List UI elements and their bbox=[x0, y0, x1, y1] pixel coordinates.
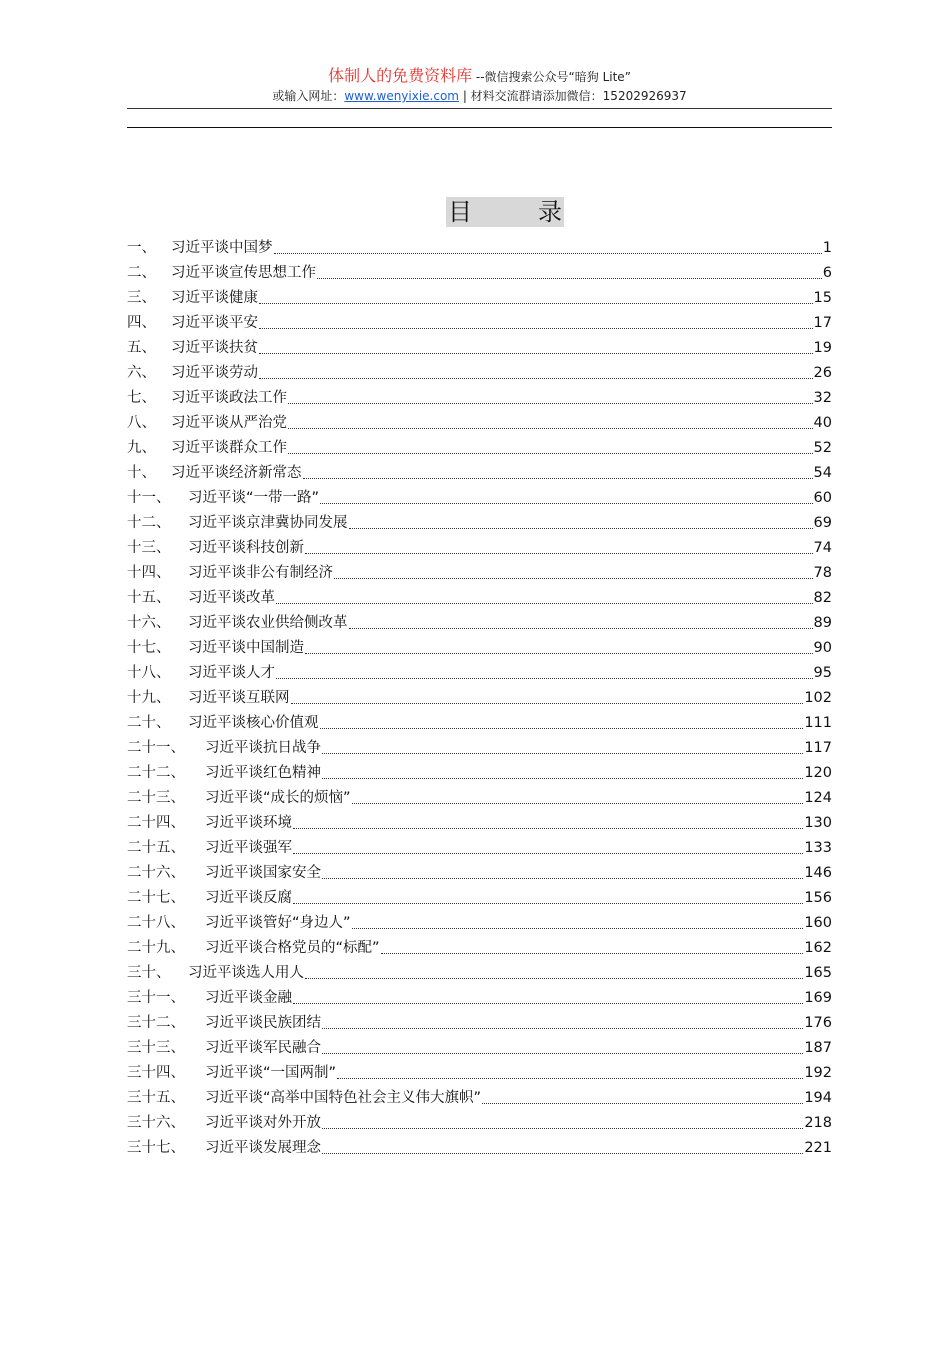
toc-entry-number: 二十四、 bbox=[127, 815, 185, 831]
toc-entry-number: 四、 bbox=[127, 315, 156, 331]
toc-leader-dots bbox=[305, 653, 813, 654]
toc-entry[interactable] bbox=[127, 261, 832, 286]
toc-entry[interactable] bbox=[127, 461, 832, 486]
page-header bbox=[127, 66, 832, 105]
header-brand: 体制人的免费资料库 bbox=[328, 66, 473, 85]
header-url-prefix: 或输入网址： bbox=[272, 89, 345, 103]
toc-entry-page: 15 bbox=[813, 290, 832, 306]
header-contact: | 材料交流群请添加微信：15202926937 bbox=[459, 89, 687, 103]
toc-entry-title: 习近平谈对外开放 bbox=[205, 1115, 321, 1131]
toc-entry-page: 90 bbox=[813, 640, 832, 656]
toc-entry-page: 26 bbox=[813, 365, 832, 381]
toc-entry-title: 习近平谈劳动 bbox=[171, 365, 258, 381]
toc-leader-dots bbox=[293, 853, 803, 854]
toc-entry-number: 二十一、 bbox=[127, 740, 185, 756]
toc-entry[interactable] bbox=[127, 386, 832, 411]
toc-title bbox=[446, 197, 564, 227]
toc-leader-dots bbox=[293, 903, 803, 904]
toc-entry-title: 习近平谈经济新常态 bbox=[171, 465, 302, 481]
toc-title-left: 目 bbox=[448, 198, 472, 226]
toc-leader-dots bbox=[320, 503, 813, 504]
toc-leader-dots bbox=[381, 953, 804, 954]
toc-entry-title: 习近平谈改革 bbox=[188, 590, 275, 606]
toc-entry[interactable] bbox=[127, 236, 832, 261]
toc-entry-page: 52 bbox=[813, 440, 832, 456]
toc-entry-title: 习近平谈科技创新 bbox=[188, 540, 304, 556]
toc-entry-title: 习近平谈红色精神 bbox=[205, 765, 321, 781]
header-line-1 bbox=[127, 66, 832, 87]
toc-entry-number: 十二、 bbox=[127, 515, 171, 531]
toc-entry-title: 习近平谈非公有制经济 bbox=[188, 565, 333, 581]
toc-entry-number: 三十七、 bbox=[127, 1140, 185, 1156]
toc-entry[interactable] bbox=[127, 1036, 832, 1061]
toc-entry-page: 133 bbox=[804, 840, 832, 856]
toc-leader-dots bbox=[349, 628, 813, 629]
toc-entry-page: 176 bbox=[804, 1015, 832, 1031]
toc-entry-number: 二十三、 bbox=[127, 790, 185, 806]
toc-leader-dots bbox=[482, 1103, 803, 1104]
toc-entry-title: 习近平谈发展理念 bbox=[205, 1140, 321, 1156]
toc-entry-title: 习近平谈军民融合 bbox=[205, 1040, 321, 1056]
toc-entry-title: 习近平谈“成长的烦恼” bbox=[205, 790, 351, 806]
toc-entry-title: 习近平谈国家安全 bbox=[205, 865, 321, 881]
toc-entry-title: 习近平谈宣传思想工作 bbox=[171, 265, 316, 281]
toc-entry[interactable] bbox=[127, 486, 832, 511]
toc-entry-page: 218 bbox=[804, 1115, 832, 1131]
toc-entry[interactable] bbox=[127, 986, 832, 1011]
toc-entry-page: 117 bbox=[804, 740, 832, 756]
toc-entry[interactable] bbox=[127, 886, 832, 911]
toc-entry-page: 124 bbox=[804, 790, 832, 806]
toc-entry-page: 40 bbox=[813, 415, 832, 431]
toc-leader-dots bbox=[322, 878, 803, 879]
header-line-2 bbox=[127, 87, 832, 105]
toc-leader-dots bbox=[322, 1028, 803, 1029]
toc-entry-number: 十九、 bbox=[127, 690, 171, 706]
toc-entry-page: 69 bbox=[813, 515, 832, 531]
toc-entry[interactable] bbox=[127, 1061, 832, 1086]
toc-entry[interactable] bbox=[127, 1136, 832, 1161]
toc-leader-dots bbox=[259, 353, 813, 354]
toc-entry-number: 二十、 bbox=[127, 715, 171, 731]
toc-leader-dots bbox=[352, 928, 804, 929]
toc-leader-dots bbox=[337, 1078, 803, 1079]
toc-entry[interactable] bbox=[127, 861, 832, 886]
toc-entry[interactable] bbox=[127, 911, 832, 936]
toc-leader-dots bbox=[322, 778, 803, 779]
toc-entry-page: 74 bbox=[813, 540, 832, 556]
toc-entry-number: 八、 bbox=[127, 415, 156, 431]
toc-entry-number: 三十五、 bbox=[127, 1090, 185, 1106]
toc-leader-dots bbox=[305, 553, 813, 554]
toc-leader-dots bbox=[274, 253, 822, 254]
toc-entry-number: 十六、 bbox=[127, 615, 171, 631]
toc-entry-page: 95 bbox=[813, 665, 832, 681]
toc-leader-dots bbox=[291, 703, 804, 704]
toc-entry-title: 习近平谈合格党员的“标配” bbox=[205, 940, 380, 956]
toc-leader-dots bbox=[334, 578, 813, 579]
toc-entry[interactable] bbox=[127, 836, 832, 861]
toc-leader-dots bbox=[305, 978, 803, 979]
toc-leader-dots bbox=[322, 1053, 803, 1054]
toc-entry-page: 192 bbox=[804, 1065, 832, 1081]
toc-entry[interactable] bbox=[127, 936, 832, 961]
toc-entry-title: 习近平谈平安 bbox=[171, 315, 258, 331]
toc-entry-number: 二十六、 bbox=[127, 865, 185, 881]
toc-entry-number: 九、 bbox=[127, 440, 156, 456]
toc-entry[interactable] bbox=[127, 311, 832, 336]
toc-entry-page: 111 bbox=[804, 715, 832, 731]
toc-entry-page: 54 bbox=[813, 465, 832, 481]
toc-entry-title: 习近平谈人才 bbox=[188, 665, 275, 681]
toc-entry-page: 130 bbox=[804, 815, 832, 831]
toc-entry-number: 七、 bbox=[127, 390, 156, 406]
toc-entry-number: 六、 bbox=[127, 365, 156, 381]
toc-entry-page: 82 bbox=[813, 590, 832, 606]
header-rule-bottom bbox=[127, 127, 832, 128]
toc-entry-number: 二、 bbox=[127, 265, 156, 281]
toc-leader-dots bbox=[288, 428, 813, 429]
toc-leader-dots bbox=[317, 278, 822, 279]
toc-entry-title: 习近平谈农业供给侧改革 bbox=[188, 615, 348, 631]
toc-entry[interactable] bbox=[127, 736, 832, 761]
header-rule-top bbox=[127, 108, 832, 109]
toc-leader-dots bbox=[276, 678, 813, 679]
toc-entry-title: 习近平谈强军 bbox=[205, 840, 292, 856]
toc-entry-title: 习近平谈“高举中国特色社会主义伟大旗帜” bbox=[205, 1090, 482, 1106]
toc-entry-title: 习近平谈管好“身边人” bbox=[205, 915, 351, 931]
toc-entry-number: 三十三、 bbox=[127, 1040, 185, 1056]
toc-leader-dots bbox=[320, 728, 804, 729]
toc-entry[interactable] bbox=[127, 411, 832, 436]
toc-entry[interactable] bbox=[127, 611, 832, 636]
toc-entry-page: 169 bbox=[804, 990, 832, 1006]
toc-entry-page: 89 bbox=[813, 615, 832, 631]
toc-entry-number: 十四、 bbox=[127, 565, 171, 581]
toc-entry-title: 习近平谈“一国两制” bbox=[205, 1065, 337, 1081]
toc-entry-title: 习近平谈互联网 bbox=[188, 690, 290, 706]
toc-entry-page: 165 bbox=[804, 965, 832, 981]
toc-entry[interactable] bbox=[127, 586, 832, 611]
toc-entry-title: 习近平谈金融 bbox=[205, 990, 292, 1006]
toc-leader-dots bbox=[293, 828, 803, 829]
toc-entry-page: 146 bbox=[804, 865, 832, 881]
toc-entry-page: 221 bbox=[804, 1140, 832, 1156]
toc-entry-title: 习近平谈反腐 bbox=[205, 890, 292, 906]
toc-entry-page: 6 bbox=[822, 265, 832, 281]
toc-entry-number: 五、 bbox=[127, 340, 156, 356]
toc-entry-number: 十八、 bbox=[127, 665, 171, 681]
toc-entry[interactable] bbox=[127, 561, 832, 586]
toc-title-right: 录 bbox=[538, 198, 562, 226]
toc-leader-dots bbox=[288, 453, 813, 454]
toc-entry[interactable] bbox=[127, 636, 832, 661]
toc-entry-number: 十一、 bbox=[127, 490, 171, 506]
toc-entry-number: 三十六、 bbox=[127, 1115, 185, 1131]
toc-list bbox=[127, 236, 832, 1161]
toc-leader-dots bbox=[352, 803, 804, 804]
toc-leader-dots bbox=[303, 478, 813, 479]
toc-entry[interactable] bbox=[127, 1011, 832, 1036]
toc-entry[interactable] bbox=[127, 811, 832, 836]
toc-entry-page: 32 bbox=[813, 390, 832, 406]
toc-entry[interactable] bbox=[127, 761, 832, 786]
toc-entry-title: 习近平谈“一带一路” bbox=[188, 490, 320, 506]
header-url-link[interactable]: www.wenyixie.com bbox=[344, 89, 459, 103]
toc-leader-dots bbox=[349, 528, 813, 529]
toc-entry-title: 习近平谈核心价值观 bbox=[188, 715, 319, 731]
toc-leader-dots bbox=[322, 1128, 803, 1129]
toc-entry-number: 十五、 bbox=[127, 590, 171, 606]
toc-entry-page: 187 bbox=[804, 1040, 832, 1056]
toc-entry[interactable] bbox=[127, 786, 832, 811]
toc-entry-title: 习近平谈群众工作 bbox=[171, 440, 287, 456]
toc-leader-dots bbox=[276, 603, 813, 604]
toc-entry-page: 17 bbox=[813, 315, 832, 331]
toc-entry-title: 习近平谈政法工作 bbox=[171, 390, 287, 406]
toc-entry[interactable] bbox=[127, 361, 832, 386]
toc-leader-dots bbox=[259, 328, 813, 329]
toc-entry-title: 习近平谈选人用人 bbox=[188, 965, 304, 981]
toc-entry-page: 156 bbox=[804, 890, 832, 906]
toc-entry-page: 102 bbox=[804, 690, 832, 706]
toc-entry[interactable] bbox=[127, 961, 832, 986]
header-tagline: --微信搜索公众号“暗狗 Lite” bbox=[472, 70, 631, 84]
toc-entry-number: 二十五、 bbox=[127, 840, 185, 856]
toc-entry-number: 三十一、 bbox=[127, 990, 185, 1006]
toc-entry-number: 十、 bbox=[127, 465, 156, 481]
toc-entry-number: 一、 bbox=[127, 240, 156, 256]
toc-entry-title: 习近平谈健康 bbox=[171, 290, 258, 306]
toc-entry-title: 习近平谈京津冀协同发展 bbox=[188, 515, 348, 531]
toc-leader-dots bbox=[322, 753, 803, 754]
toc-entry-number: 三十四、 bbox=[127, 1065, 185, 1081]
toc-entry-page: 78 bbox=[813, 565, 832, 581]
toc-entry-number: 二十八、 bbox=[127, 915, 185, 931]
toc-entry-number: 三、 bbox=[127, 290, 156, 306]
toc-entry-page: 160 bbox=[804, 915, 832, 931]
toc-entry[interactable] bbox=[127, 436, 832, 461]
toc-entry[interactable] bbox=[127, 286, 832, 311]
toc-entry-number: 二十九、 bbox=[127, 940, 185, 956]
toc-leader-dots bbox=[259, 378, 813, 379]
toc-entry-number: 三十、 bbox=[127, 965, 171, 981]
toc-entry-page: 1 bbox=[822, 240, 832, 256]
toc-entry-number: 十七、 bbox=[127, 640, 171, 656]
toc-entry[interactable] bbox=[127, 511, 832, 536]
toc-entry-title: 习近平谈环境 bbox=[205, 815, 292, 831]
toc-leader-dots bbox=[259, 303, 813, 304]
toc-entry-title: 习近平谈从严治党 bbox=[171, 415, 287, 431]
toc-entry-number: 十三、 bbox=[127, 540, 171, 556]
toc-entry[interactable] bbox=[127, 661, 832, 686]
toc-entry-page: 194 bbox=[804, 1090, 832, 1106]
toc-entry[interactable] bbox=[127, 686, 832, 711]
toc-entry-page: 120 bbox=[804, 765, 832, 781]
toc-leader-dots bbox=[322, 1153, 803, 1154]
toc-entry-page: 19 bbox=[813, 340, 832, 356]
toc-entry-title: 习近平谈抗日战争 bbox=[205, 740, 321, 756]
toc-entry-page: 162 bbox=[804, 940, 832, 956]
toc-entry[interactable] bbox=[127, 711, 832, 736]
toc-entry-page: 60 bbox=[813, 490, 832, 506]
toc-entry-title: 习近平谈中国制造 bbox=[188, 640, 304, 656]
toc-entry-title: 习近平谈扶贫 bbox=[171, 340, 258, 356]
toc-entry-title: 习近平谈中国梦 bbox=[171, 240, 273, 256]
toc-entry[interactable] bbox=[127, 536, 832, 561]
toc-entry-number: 二十二、 bbox=[127, 765, 185, 781]
toc-entry[interactable] bbox=[127, 1111, 832, 1136]
toc-leader-dots bbox=[293, 1003, 803, 1004]
toc-entry[interactable] bbox=[127, 336, 832, 361]
toc-entry[interactable] bbox=[127, 1086, 832, 1111]
toc-leader-dots bbox=[288, 403, 813, 404]
toc-entry-number: 三十二、 bbox=[127, 1015, 185, 1031]
toc-entry-title: 习近平谈民族团结 bbox=[205, 1015, 321, 1031]
toc-entry-number: 二十七、 bbox=[127, 890, 185, 906]
